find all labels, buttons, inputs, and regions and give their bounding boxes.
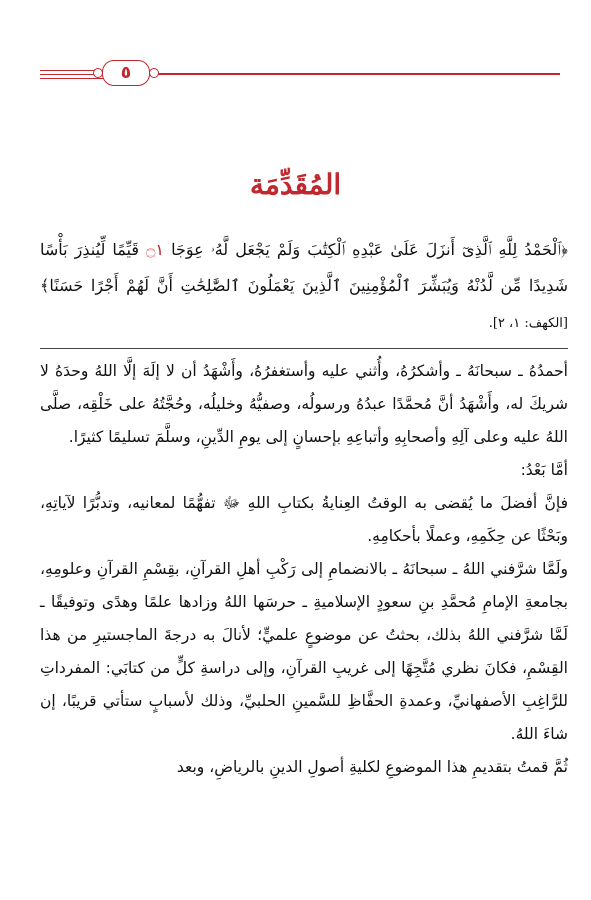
quran-close-bracket: ﴾ <box>40 276 50 295</box>
quran-verse-1: ٱلْحَمْدُ لِلَّهِ ٱلَّذِىٓ أَنزَلَ عَلَىٰ عَبْدِهِ ٱلْكِتَٰبَ وَلَمْ يَجْعَل لَّهُۥ عِوَجَا <box>171 240 561 259</box>
paragraph: فإنَّ أفضلَ ما يُقضى به الوقتُ العِنايةُ بكتابِ اللهِ ﷻ تفهُّمًا لمعانيه، وتدبُّرًا لآياتِهِ، وبَحْثًا عن حِكَمِهِ، وعملًا بأحكامِهِ. <box>40 494 568 545</box>
quran-reference: [الكهف: ١، ٢]. <box>488 316 568 331</box>
header-rule <box>40 78 110 79</box>
paragraph: ثُمَّ قمتُ بتقديمِ هذا الموضوعِ لكليةِ أصولِ الدينِ بالرياضِ، وبعد <box>176 758 568 776</box>
paragraph: أحمدُهُ ـ سبحانَهُ ـ وأشكرُهُ، وأُثني عليه وأستغفرُهُ، وأَشْهَدُ أن لا إلَهَ إلَّا اللهُ وحدَهُ لا شريكَ له، وأَشْهَدُ أنَّ مُحمَّدًا عبدُهُ ورسولُه، وصفيُّهُ وخليلُه، وحُجَّتُهُ على خَلْقِه، صلَّى اللهُ عليه وعلى آلِهِ وأصحابِهِ وأتباعِهِ بإحسانٍ إلى يومِ الدِّينِ، وسلَّمَ تسليمًا كثيرًا. <box>40 362 568 446</box>
page-number: ٥ <box>120 63 132 83</box>
divider <box>40 348 568 349</box>
header-rule-long <box>136 73 560 75</box>
ayah-number-icon: ۝١ <box>146 240 165 259</box>
amma-bad-heading: أمَّا بَعْدُ: <box>520 461 568 479</box>
quran-verse-2: قَيِّمًا لِّيُنذِرَ بَأْسًا شَدِيدًا مِّن لَّدُنْهُ وَيُبَشِّرَ ٱلْمُؤْمِنِينَ ٱلَّذِينَ يَعْمَلُونَ ٱلصَّٰلِحَٰتِ أَنَّ لَهُمْ أَجْرًا حَسَنًا <box>40 240 568 295</box>
quran-open-bracket: ﴿ <box>560 240 568 259</box>
quran-verse-block <box>40 232 568 342</box>
paragraph: ولَمَّا شرَّفني اللهُ ـ سبحانَهُ ـ بالانضمامِ إلى رَكْبِ أهلِ القرآنِ، بقِسْمِ القرآنِ وعلومِهِ، بجامعةِ الإمامِ مُحمَّدِ بنِ سعودٍ الإسلاميةِ ـ حرسَها اللهُ وزادها علمًا وهدًى وتوفيقًا ـ لَمَّا شرَّفني اللهُ بذلك، بحثتُ عن موضوعٍ علميٍّ؛ لأنالَ به درجةَ الماجستيرِ من هذا القِسْمِ، فكانَ نظري مُتَّجِهًا إلى غريبِ القرآنِ، وإلى دراسةِ كلٍّ من كتابَي: المفرداتِ للرَّاغِبِ الأصفهانيِّ، وعمدةِ الحفَّاظِ للسَّمينِ الحلبيِّ، وذلك لأسبابٍ ستأتي قريبًا، إن شاءَ اللهُ. <box>40 560 568 743</box>
page-number-badge <box>102 60 150 86</box>
page-header <box>40 60 560 88</box>
page-title: المُقَدِّمَة <box>249 168 342 201</box>
document-body <box>40 232 568 784</box>
